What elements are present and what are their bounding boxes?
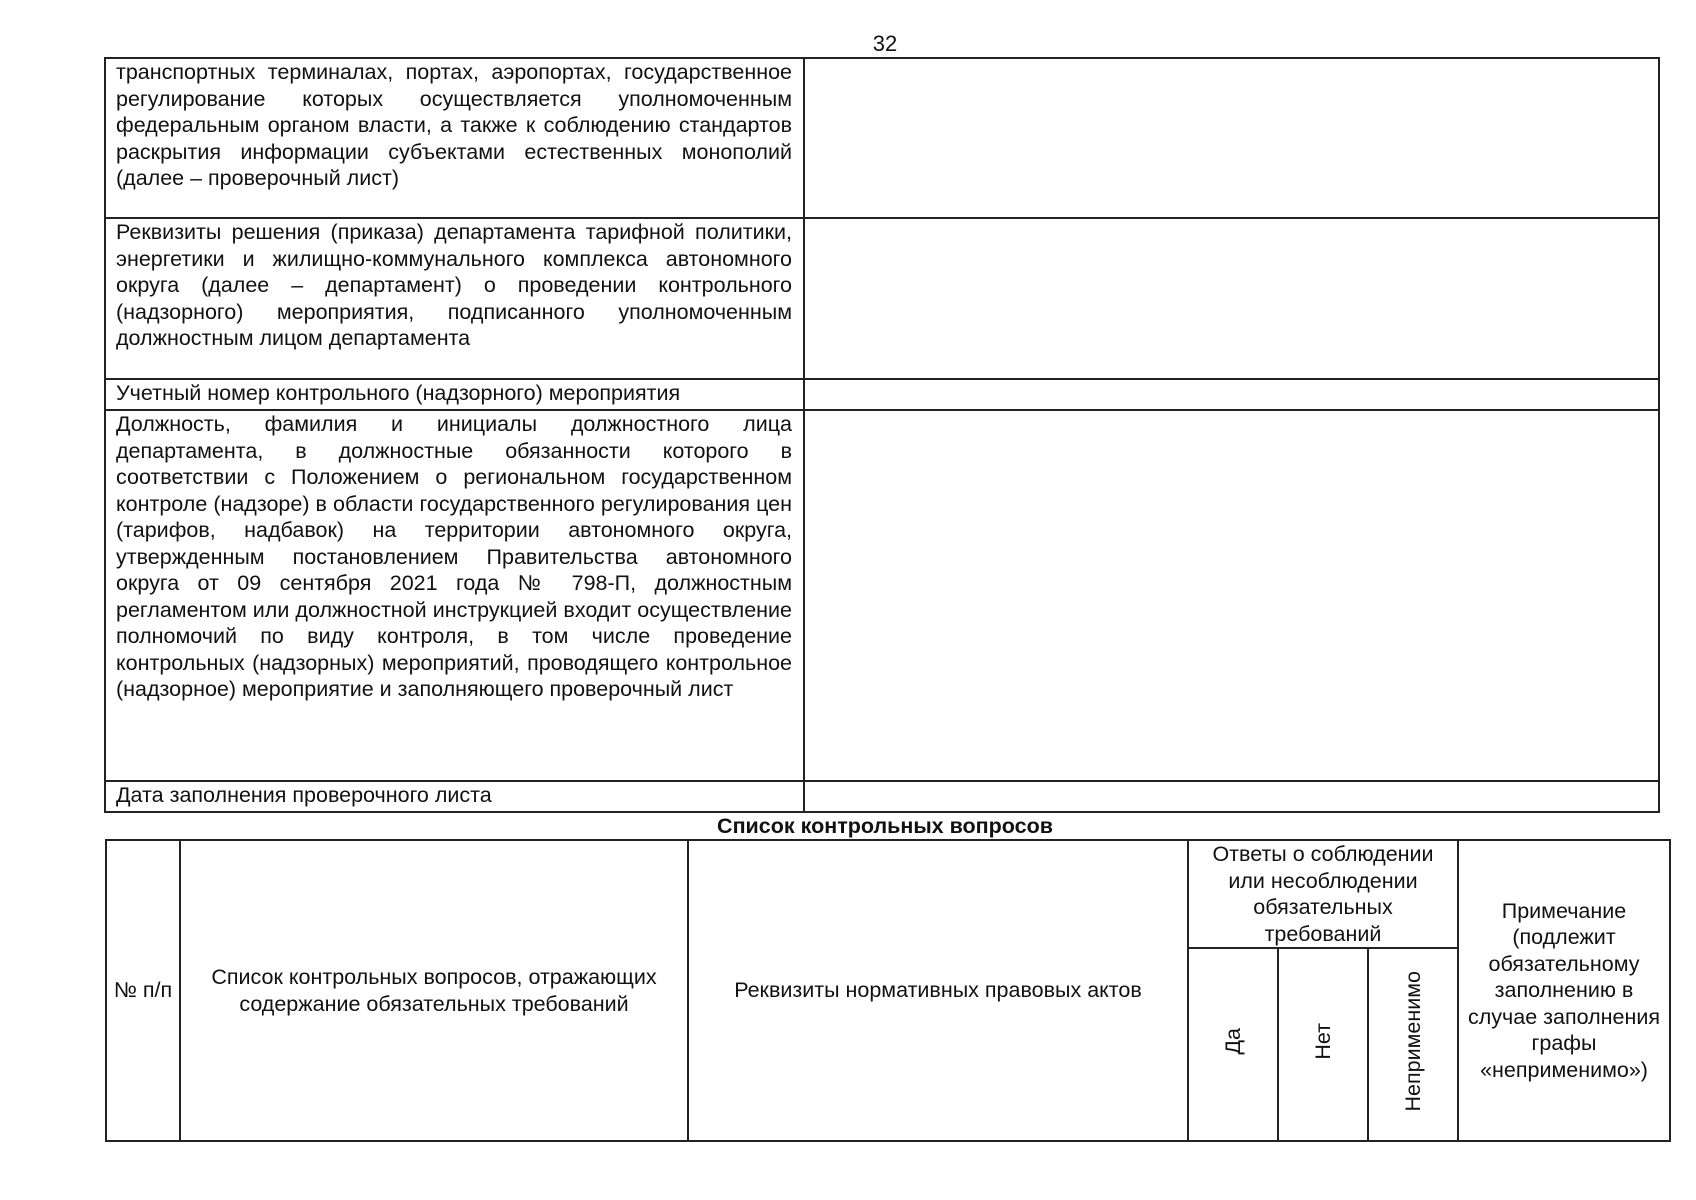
info-row <box>105 379 1659 410</box>
info-value-fill-date[interactable] <box>804 781 1659 812</box>
info-value-official[interactable] <box>804 410 1659 781</box>
checklist-header-row <box>106 840 1670 948</box>
info-label-registration-number: Учетный номер контрольного (надзорного) мероприятия <box>105 379 804 410</box>
info-row <box>105 410 1659 781</box>
info-label-fill-date: Дата заполнения проверочного листа <box>105 781 804 812</box>
info-label-official: Должность, фамилия и инициалы должностного лица департамента, в должностные обязанности которого в соответствии с Положением о региональном государственном контроле (надзоре) в области государственного регулирования цен (тарифов, надбавок) на территории автономного округа, утвержденным постановлением Правительства автономного округа от 09 сентября 2021 года № 798-П, должностным регламентом или должностной инструкцией входит осуществление полномочий по виду контроля, в том числе проведение контрольных (надзорных) мероприятий, проводящего контрольное (надзорное) мероприятие и заполняющего проверочный лист <box>105 410 804 781</box>
header-number: № п/п <box>106 840 180 1141</box>
header-acts: Реквизиты нормативных правовых актов <box>688 840 1188 1141</box>
header-answer-na-cell <box>1368 948 1458 1141</box>
info-row <box>105 58 1659 218</box>
checklist-table <box>105 839 1671 1142</box>
header-answer-yes: Да <box>1221 1027 1245 1055</box>
info-value-registration-number[interactable] <box>804 379 1659 410</box>
header-answer-na: Неприменимо <box>1401 971 1425 1112</box>
checklist-title: Список контрольных вопросов <box>717 814 1053 838</box>
info-label-order-details: Реквизиты решения (приказа) департамента тарифной политики, энергетики и жилищно-коммунального комплекса автономного округа (далее – департамент) о проведении контрольного (надзорного) мероприятия, подписанного уполномоченным должностным лицом департамента <box>105 218 804 379</box>
header-answer-no-cell <box>1278 948 1368 1141</box>
info-value-order-details[interactable] <box>804 218 1659 379</box>
page-number: 32 <box>872 31 898 56</box>
header-answer-no: Нет <box>1311 1022 1335 1060</box>
info-row <box>105 781 1659 812</box>
info-value-checklist-name[interactable] <box>804 58 1659 218</box>
info-label-checklist-name: транспортных терминалах, портах, аэропортах, государственное регулирование которых осуществляется уполномоченным федеральным органом власти, а также к соблюдению стандартов раскрытия информации субъектами естественных монополий (далее – проверочный лист) <box>105 58 804 218</box>
header-questions: Список контрольных вопросов, отражающих содержание обязательных требований <box>180 840 688 1141</box>
info-row <box>105 218 1659 379</box>
info-table <box>104 57 1660 813</box>
header-note: Примечание (подлежит обязательному заполнению в случае заполнения графы «неприменимо») <box>1458 840 1670 1141</box>
header-answer-yes-cell <box>1188 948 1278 1141</box>
header-answers-group: Ответы о соблюдении или несоблюдении обязательных требований <box>1188 840 1458 948</box>
